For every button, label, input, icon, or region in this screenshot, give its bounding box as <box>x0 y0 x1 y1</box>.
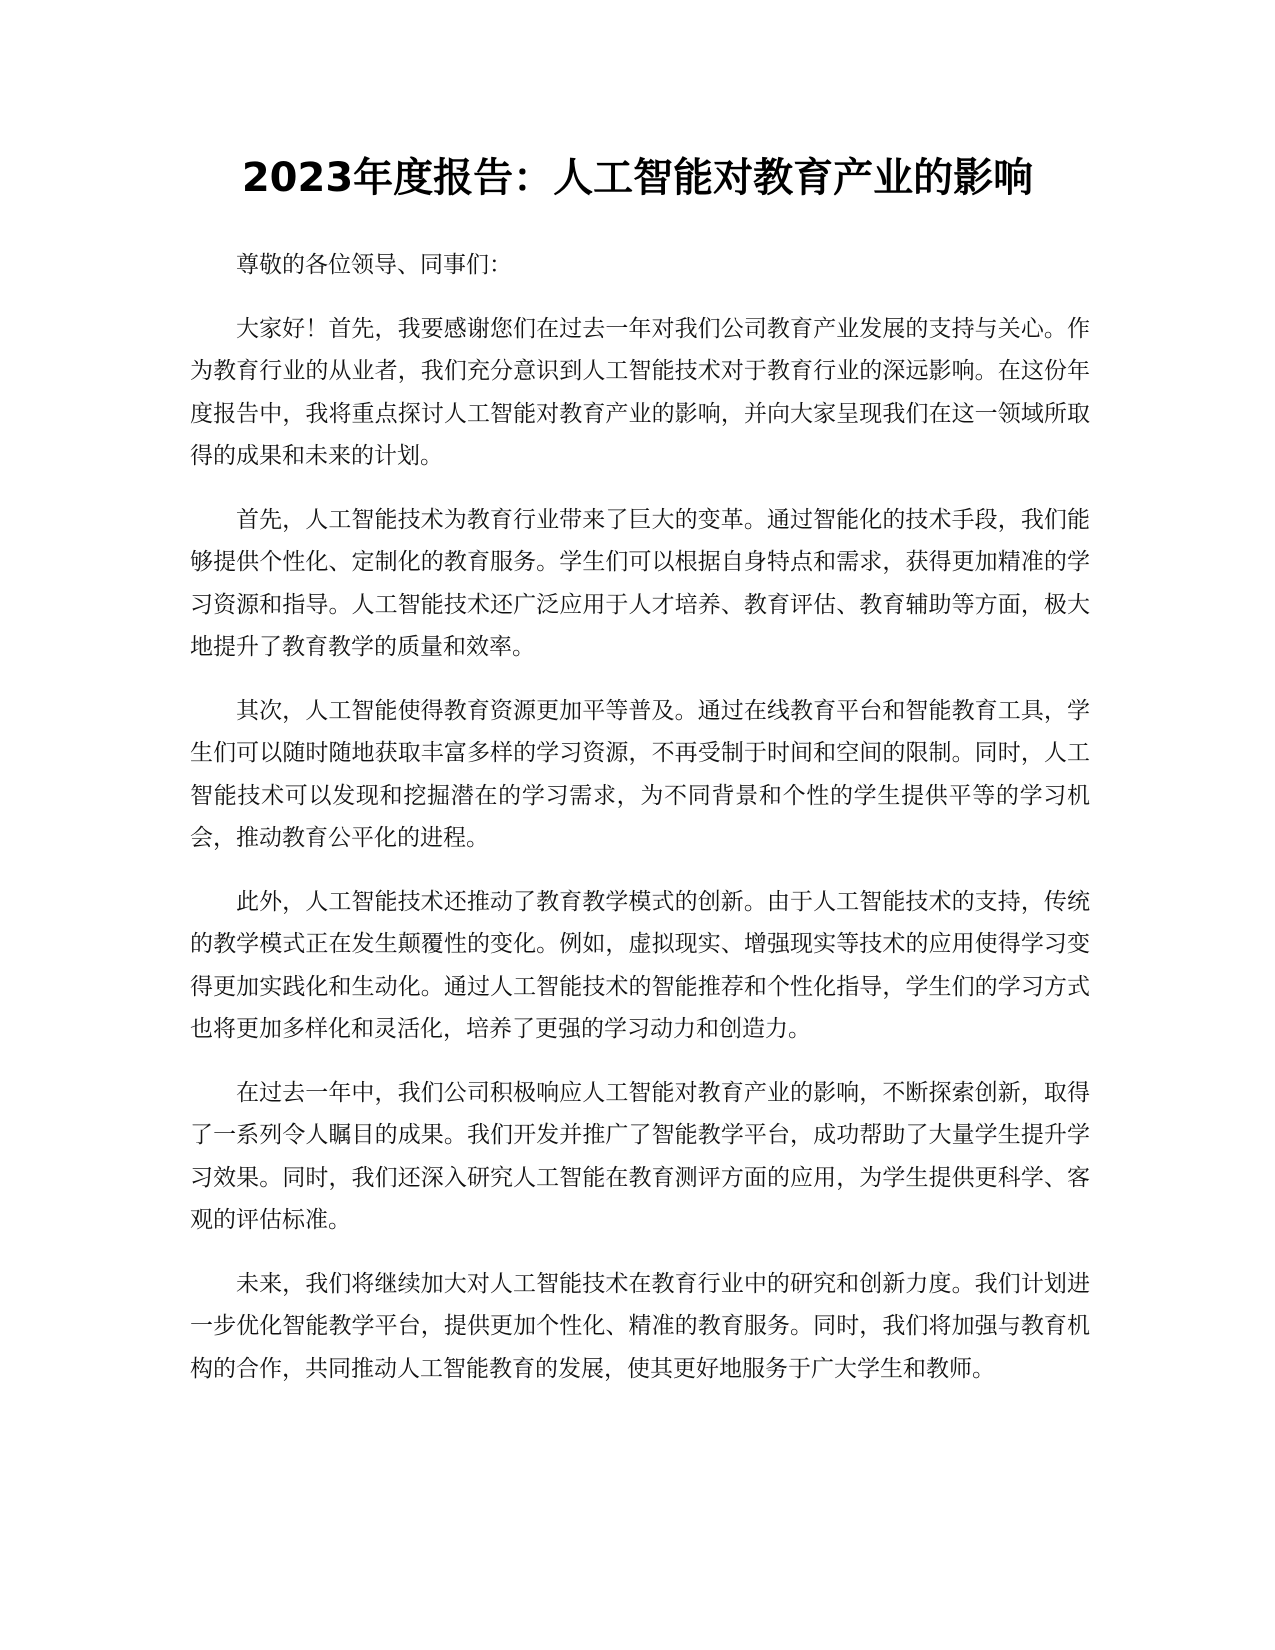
paragraph-6: 未来，我们将继续加大对人工智能技术在教育行业中的研究和创新力度。我们计划进一步优化智能教学平台，提供更加个性化、精准的教育服务。同时，我们将加强与教育机构的合作，共同推动人工智能教育的发展，使其更好地服务于广大学生和教师。 <box>190 1270 1090 1382</box>
paragraph-2: 首先，人工智能技术为教育行业带来了巨大的变革。通过智能化的技术手段，我们能够提供个性化、定制化的教育服务。学生们可以根据自身特点和需求，获得更加精准的学习资源和指导。人工智能技术还广泛应用于人才培养、教育评估、教育辅助等方面，极大地提升了教育教学的质量和效率。 <box>190 506 1090 660</box>
document-body <box>190 244 1090 1411</box>
paragraph-3: 其次，人工智能使得教育资源更加平等普及。通过在线教育平台和智能教育工具，学生们可以随时随地获取丰富多样的学习资源，不再受制于时间和空间的限制。同时，人工智能技术可以发现和挖掘潜在的学习需求，为不同背景和个性的学生提供平等的学习机会，推动教育公平化的进程。 <box>190 697 1090 851</box>
paragraph-5: 在过去一年中，我们公司积极响应人工智能对教育产业的影响，不断探索创新，取得了一系列令人瞩目的成果。我们开发并推广了智能教学平台，成功帮助了大量学生提升学习效果。同时，我们还深入研究人工智能在教育测评方面的应用，为学生提供更科学、客观的评估标准。 <box>190 1079 1090 1233</box>
paragraph-4: 此外，人工智能技术还推动了教育教学模式的创新。由于人工智能技术的支持，传统的教学模式正在发生颠覆性的变化。例如，虚拟现实、增强现实等技术的应用使得学习变得更加实践化和生动化。通过人工智能技术的智能推荐和个性化指导，学生们的学习方式也将更加多样化和灵活化，培养了更强的学习动力和创造力。 <box>190 888 1090 1042</box>
paragraph-1: 大家好！首先，我要感谢您们在过去一年对我们公司教育产业发展的支持与关心。作为教育行业的从业者，我们充分意识到人工智能技术对于教育行业的深远影响。在这份年度报告中，我将重点探讨人工智能对教育产业的影响，并向大家呈现我们在这一领域所取得的成果和未来的计划。 <box>190 315 1090 469</box>
document-title: 2023年度报告：人工智能对教育产业的影响 <box>241 155 1034 201</box>
salutation: 尊敬的各位领导、同事们： <box>236 252 512 278</box>
